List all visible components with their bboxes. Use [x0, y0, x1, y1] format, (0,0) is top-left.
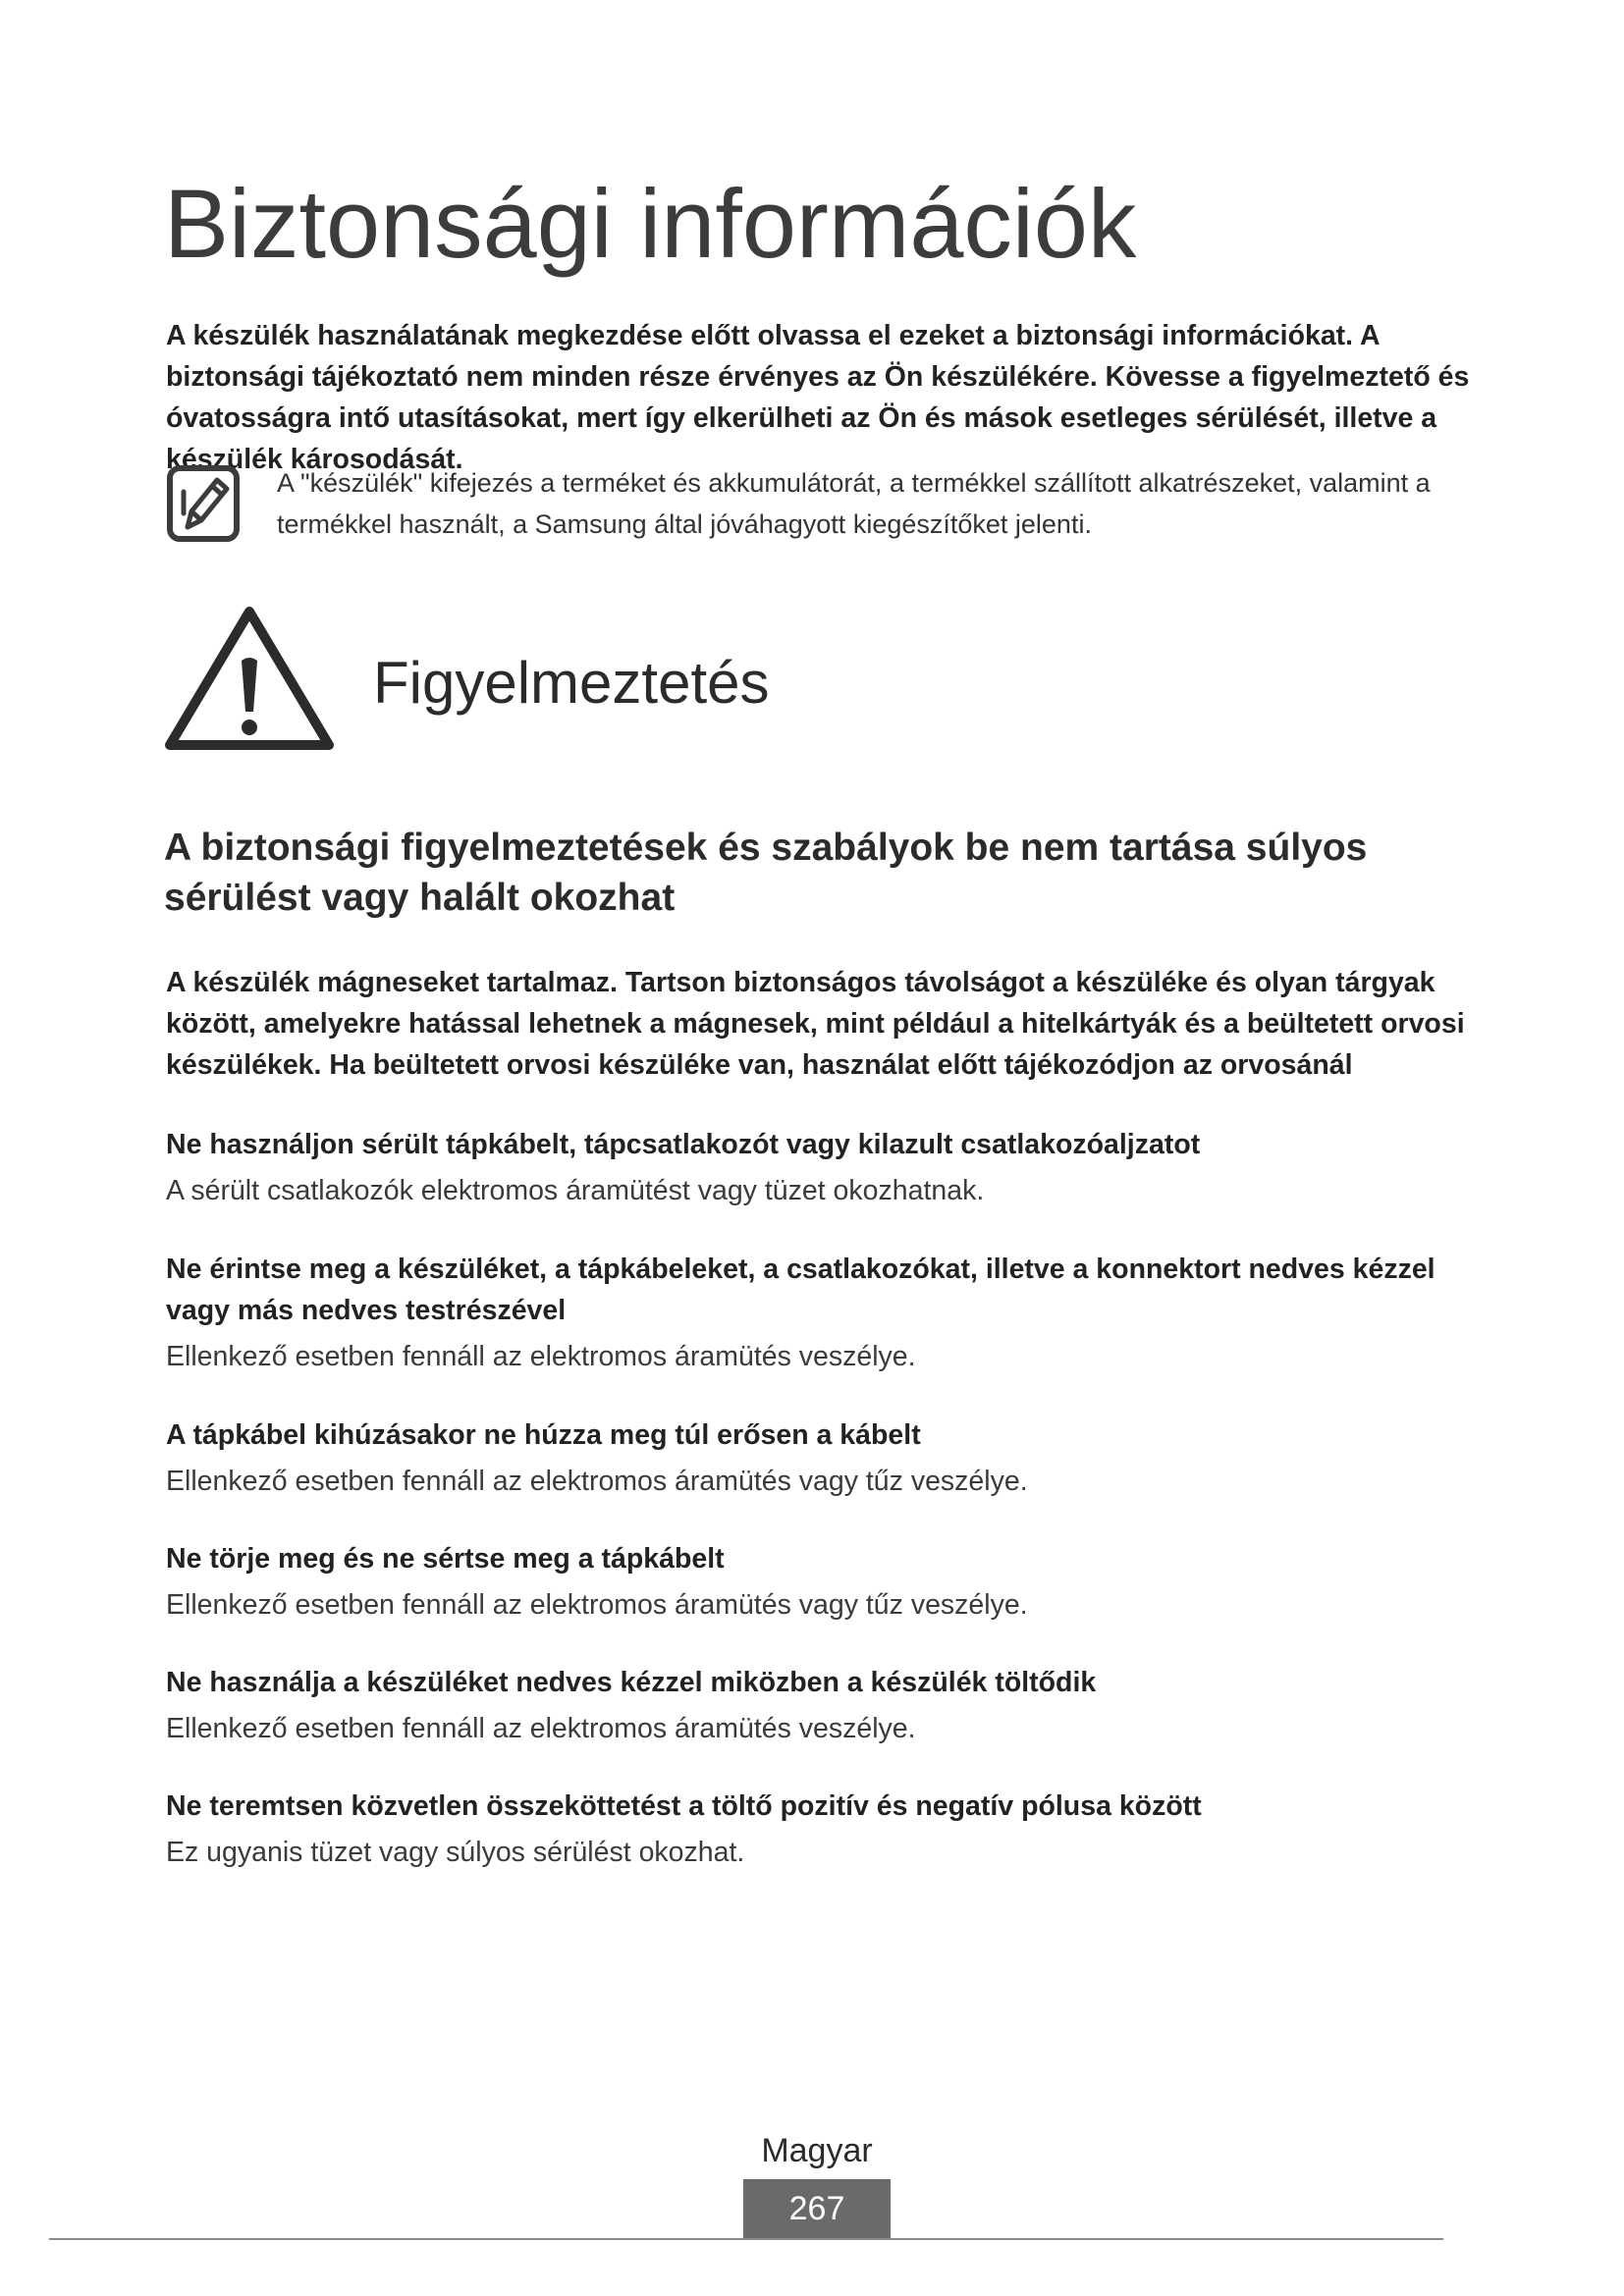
intro-paragraph: A készülék használatának megkezdése előtt olvassa el ezeket a biztonsági információkat. A biztonsági tájékoztató nem minden része érvényes az Ön készülékére. Kövesse a figyelmeztető és óvatosságra intő utasításokat, mert így elkerülheti az Ön és mások esetleges sérülését, illetve a készülék károsodását.	[166, 320, 1470, 475]
section-heading: A biztonsági figyelmeztetések és szabályok be nem tartása súlyos sérülést vagy halált okozhat	[164, 827, 1368, 919]
rule-title: Ne érintse meg a készüléket, a tápkábeleket, a csatlakozókat, illetve a konnektort nedves kézzel vagy más nedves testrészével	[166, 1254, 1435, 1326]
rule-description: A sérült csatlakozók elektromos áramütést vagy tüzet okozhatnak.	[166, 1175, 985, 1206]
warning-heading: Figyelmeztetés	[373, 650, 770, 716]
footer-language: Magyar	[761, 2132, 873, 2169]
page-number-badge: 267	[743, 2179, 891, 2238]
warning-triangle-icon	[164, 604, 335, 753]
rule-title: Ne törje meg és ne sértse meg a tápkábelt	[166, 1543, 725, 1575]
rule-description: Ellenkező esetben fennáll az elektromos áramütés vagy tűz veszélye.	[166, 1466, 1028, 1497]
rule-description: Ellenkező esetben fennáll az elektromos áramütés veszélye.	[166, 1713, 916, 1744]
rule-description: Ez ugyanis tüzet vagy súlyos sérülést okozhat.	[166, 1837, 745, 1868]
page-title: Biztonsági információk	[164, 169, 1137, 278]
note-text: A "készülék" kifejezés a terméket és akkumulátorát, a termékkel szállított alkatrészeket, valamint a termékkel használt, a Samsung által jóváhagyott kiegészítőket jelenti.	[277, 468, 1431, 539]
rule-description: Ellenkező esetben fennáll az elektromos áramütés veszélye.	[166, 1341, 916, 1372]
rule-title: A tápkábel kihúzásakor ne húzza meg túl erősen a kábelt	[166, 1419, 921, 1451]
rule-title: Ne használja a készüléket nedves kézzel miközben a készülék töltődik	[166, 1667, 1097, 1698]
note-pencil-icon	[166, 462, 241, 543]
rule-title: Ne használjon sérült tápkábelt, tápcsatlakozót vagy kilazult csatlakozóaljzatot	[166, 1129, 1201, 1160]
footer-divider	[49, 2238, 1443, 2240]
rule-description: Ellenkező esetben fennáll az elektromos áramütés vagy tűz veszélye.	[166, 1589, 1028, 1621]
magnet-warning-text: A készülék mágneseket tartalmaz. Tartson biztonságos távolságot a készüléke és olyan tárgyak között, amelyekre hatással lehetnek a mágnesek, mint például a hitelkártyák és a beültetett orvosi készülékek. Ha beültetett orvosi készüléke van, használat előtt tájékozódjon az orvosánál	[166, 967, 1465, 1081]
rule-title: Ne teremtsen közvetlen összeköttetést a töltő pozitív és negatív pólusa között	[166, 1790, 1202, 1822]
